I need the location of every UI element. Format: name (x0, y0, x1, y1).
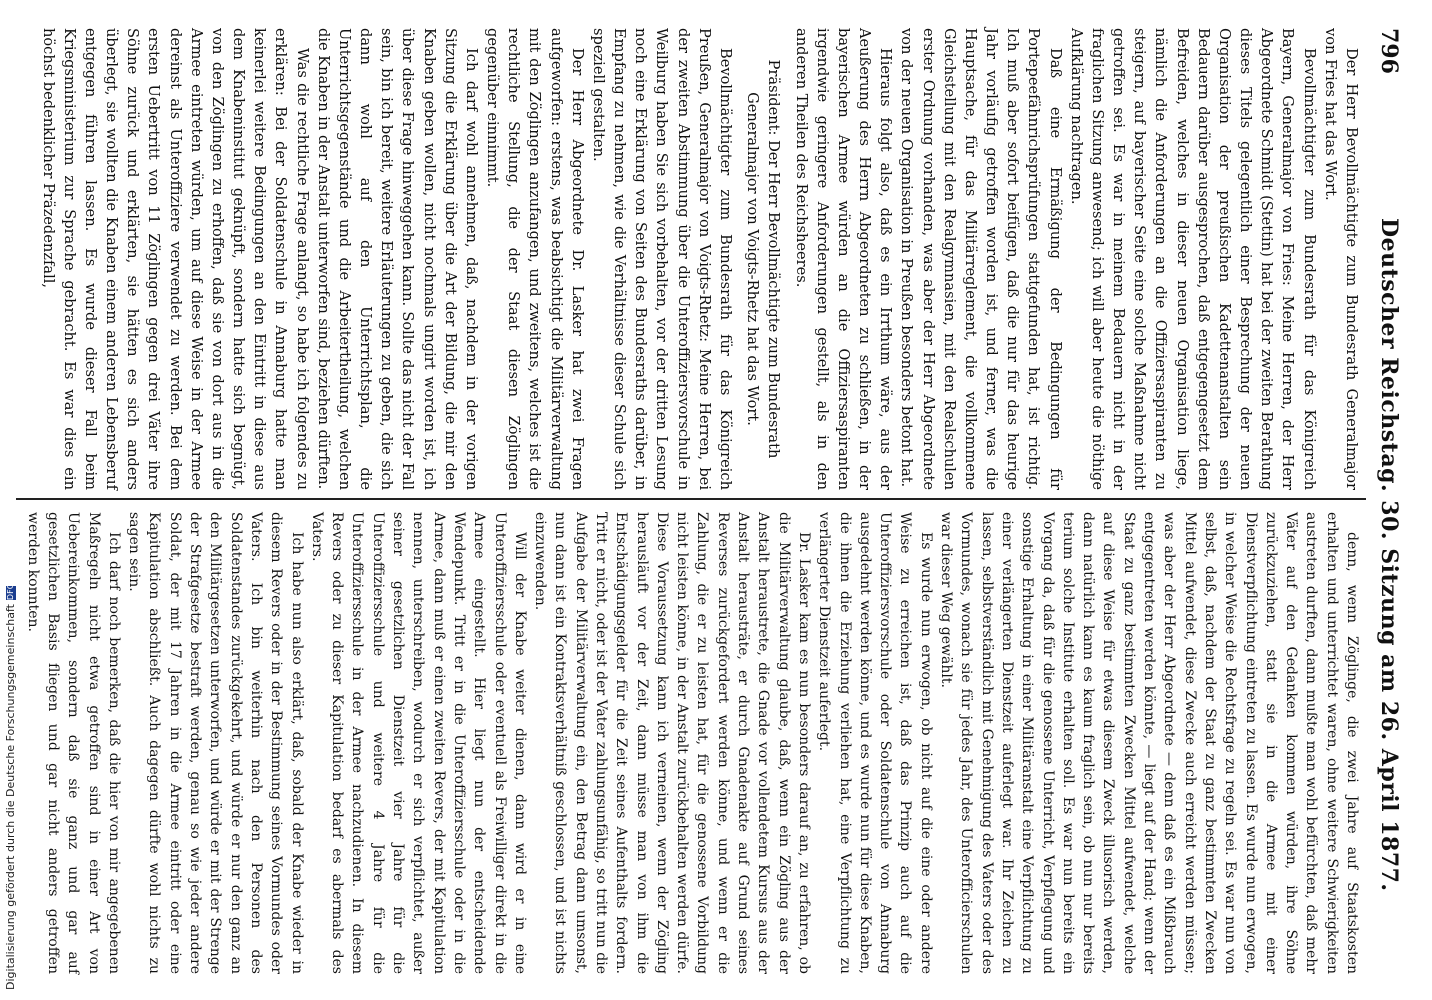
paragraph: Bevollmächtigter zum Bundesrath für das Königreich Preußen, Generalmajor von Voigts-Rhetz: Meine Herren, bei der zweiten Abstimmung über die Unteroffiziersvorschule in Weilburg haben Sie sich vorbehalten, vor der dritten Lesung noch eine Erklärung von Seiten des Bundesraths darüber, in Empfang zu nehmen, wie die Verhältnisse dieser Schule sich speziell gestalten. (589, 28, 735, 490)
speaker-announcement: Präsident: Der Herr Bevollmächtigte zum Bundesrath Generalmajor von Voigts-Rhetz hat das Wort. (744, 59, 783, 459)
page-header (1368, 28, 1408, 972)
paragraph: Ich darf wohl annehmen, daß, nachdem in der vorigen Sitzung die Erklärung über die Art der Bildung, die mir den Knaben geben wollen, nicht nochmals ungirt worden ist, ich über diese Frage hinweggehen kann. Sollte das nicht der Fall sein, bin ich bereit, weitere Erläuterungen zu geben, die sich dann wohl auf den Unterrichtsplan, die Unterrichtsgegenstände und die Arbeitertheilung, welchen die Knaben in der Anstalt unterworfen sind, beziehen dürften. (314, 28, 480, 490)
paragraph: Daß eine Ermäßigung der Bedingungen für Portepeefähnrichsprüfungen stattgefunden hat, ist richtig. Ich muß aber sofort beifügen, daß die nur für das heurige Jahr vorläufig getroffen worden ist, und ferner, was die Hauptsache, für das Militärreglement, die vollkommene Gleichstellung mit den Realgymnasien, mit den Realschulen erster Ordnung vorhanden, was aber der Herr Abgeordnete von der neuen Organisation in Preußen besonders betont hat. (898, 28, 1064, 490)
column-divider (16, 498, 1366, 500)
paragraph: Es wurde nun erwogen, ob nicht auf die eine oder andere Weise zu erreichen ist, daß das Prinzip auch auf die Unteroffiziersvorschule oder Soldatenschule von Annaburg ausgedehnt werden könne, und es wurde nun für diese Knaben, die ihnen die Erziehung verliehen hat, eine Verpflichtung zu verlängerter Dienstzeit auferlegt. (816, 512, 934, 974)
paragraph: Ich darf noch bemerken, daß die hier von mir angegebenen Maßregeln nicht etwa getroffen sind in einer Art von Uebereinkommen, sondern daß sie ganz und gar auf gesetzlichen Basis fliegen und gar nicht anders getroffen werden konnten. (24, 512, 122, 974)
page-number: 796 (1376, 28, 1402, 74)
dfg-logo-icon: DFG (6, 583, 15, 601)
paragraph: Bevollmächtigter zum Bundesrath für das Königreich Bayern, Generalmajor von Fries: Meine Herren, der Herr Abgeordnete Schmidt (Stettin) hat bei der zweiten Berathung dieses Titels gelegentlich einer Besprechung der neuen Organisation der preußischen Kadettenanstalten sein Bedauern darüber ausgesprochen, daß entgegengesetzt dem Befreiden, welches in dieser neuen Organisation liege, nämlich die Anforderungen an die Offiziersaspiranten zu steigern, auf bayerischer Seite eine solche Maßnahme nicht getroffen sei. Es war in meinem Bedauern nicht in der fraglichen Sitzung anwesend; ich will aber heute die nöthige Aufklärung nachtragen. (1067, 28, 1318, 490)
paragraph: denn, wenn Zöglinge, die zwei Jahre auf Staatskosten erhalten und unterrichtet waren, ohne weitere Schwierigkeiten austreten durften, dann mußte man wohl befürchten, daß mehr Väter auf den Gedanken kommen würden, ihre Söhne zurückzuziehen, statt sie in die Armee mit einer Dienstverpflichtung eintreten zu lassen. Es wurde nun erwogen, in welcher Weise die Rechtsfrage zu regeln sei. Es war nun von selbst, daß, nachdem der Staat zu ganz bestimmten Zwecken Mittel aufwendet, diese Zwecke auch erreicht werden müssen; was aber der Herr Abgeordnete — denn daß es ein Mißbrauch entgegentreten werden könnte, — liegt auf der Hand; wenn der Staat zu ganz bestimmten Zwecken Mittel aufwendet, welche auf diese Weise für etwas diesem Zweck illusorisch werden, dann natürlich kann es kaum fraglich sein, ob nun nur bereits terium solche Institute erhalten soll. Es war nun bereits ein Vorgang da, daß für die genossene Unterricht, Verpflegung und sonstige Erhaltung in einer Militäranstalt eine Verpflichtung zu einer verlängerten Dienstzeit auferlegt war. Ihr Zeichen zu lassen, selbstverständlich mit Genehmigung des Vaters oder des Vormundes, wonach sie für jedes Jahr, des Unterofficierschulen war dieser Weg gewählt. (938, 512, 1360, 974)
paragraph: Dr. Lasker kam es nun besonders darauf an, zu erfahren, ob die Militärverwaltung glaube, daß, wenn ein Zögling aus der Anstalt heraustrete, die Gnade vor vollendetem Kursus aus der Anstalt herausträte, er durch Gnadenakte auf Grund seines Reverses zurückgefordert werden könne, und wenn er die Zahlung, die er zu leisten hat, für die genossene Vorbildung nicht leisten könne, in der Anstalt zurückbehalten werden dürfe. Diese Voraussetzung kann ich verneinen, wenn der Zögling herausläuft vor der Zeit, dann müsse man von ihm die Entschädigungsgelder für die Zeit seines Aufenthalts fordern. Tritt er nicht, oder ist der Vater zahlungsunfähig, so tritt nun die Aufgabe der Militärverwaltung ein, den Betrag dann umsonst, nun dann ist ein Kontraktsverhältniß geschlossen, und ist nichts einzuwenden. (532, 512, 812, 974)
paragraph: Will der Knabe weiter dienen, dann wird er in eine Unteroffiziersschule oder eventuell als Freiwilliger direkt in die Armee eingestellt. Hier liegt nun der entscheidende Wendepunkt. Tritt er in die Unteroffiziersschule oder in die Armee, dann muß er einen zweiten Revers, der mit Kapitulation nennen, unterschreiben, wodurch er sich verpflichtet, außer seiner gesetzlichen Dienstzeit vier Jahre für die Unteroffiziersschule und weitere 4 Jahre für die Unteroffiziersschule in der Armee nachzudienen. In diesem Revers oder zu dieser Kapitulation bedarf es abermals des Vaters. (308, 512, 528, 974)
paragraph: Der Herr Bevollmächtigte zum Bundesrath Generalmajor von Fries hat das Wort. (1321, 28, 1360, 490)
paragraph: Der Herr Abgeordnete Dr. Lasker hat zwei Fragen aufgeworfen: erstens, was beabsichtigt die Militärverwaltung mit den Zöglingen anzufangen, und zweitens, welches ist die rechtliche Stellung, die der Staat diesen Zöglingen gegenüber einnimmt. (484, 28, 586, 490)
right-column (22, 512, 1362, 974)
paragraph: Was die rechtliche Frage anlangt, so habe ich folgendes zu erklären: Bei der Soldatenschule in Annaburg hatte man keinerlei weitere Bedingungen an den Eintritt in diese aus dem Knabeninstitut geknüpft, sondern hatte sich begnügt, von den Zöglingen zu erhoffen, daß sie von dort aus in die Armee eintreten würden, um auf diese Weise in der Armee dereinst als Unteroffiziere verwendet zu werden. Bei dem ersten Uebertritt von 11 Zöglingen gegen drei Väter ihre Söhne zurück und erklärten, sie hätten es sich anders überlegt, sie wollten die Knaben einem anderen Lebensberuf entgegen führen lassen. Es wurde dieser Fall beim Kriegsministerium zur Sprache gebracht. Es war dies ein höchst bedenklicher Präzedenzfall, (39, 28, 311, 490)
running-title: Deutscher Reichstag. 30. Sitzung am 26. April 1877. (1376, 218, 1402, 892)
paragraph: Ich habe nun also erklärt, daß, sobald der Knabe wieder in diesem Revers oder in der Bestimmung seines Vormundes oder Vaters. Ich bin weiterhin nach den Personen des Soldatenstandes zurückgekehrt, und würde er nur den ganz an den Militärgesetzen unterworfen, und würde er mit der Strenge der Strafgesetze bestraft werden, genau so wie jeder andere Soldat, der mit 17 Jahren in die Armee eintritt oder eine Kapitulation abschließt. Auch dagegen dürfte wohl nichts zu sagen sein. (126, 512, 305, 974)
digitization-credit (4, 583, 17, 990)
paragraph: Hieraus folgt also, daß es ein Irrthum wäre, aus der Aeußerung des Herrn Abgeordneten zu schließen, in der bayerischen Armee würden an die Offiziersaspiranten irgendwie geringere Anforderungen gestellt, als in den anderen Theilen des Reichsheeres. (792, 28, 895, 490)
credit-text: Digitalisierung gefördert durch die Deutsche Forschungsgemeinschaft (4, 604, 17, 990)
left-column (37, 28, 1362, 490)
